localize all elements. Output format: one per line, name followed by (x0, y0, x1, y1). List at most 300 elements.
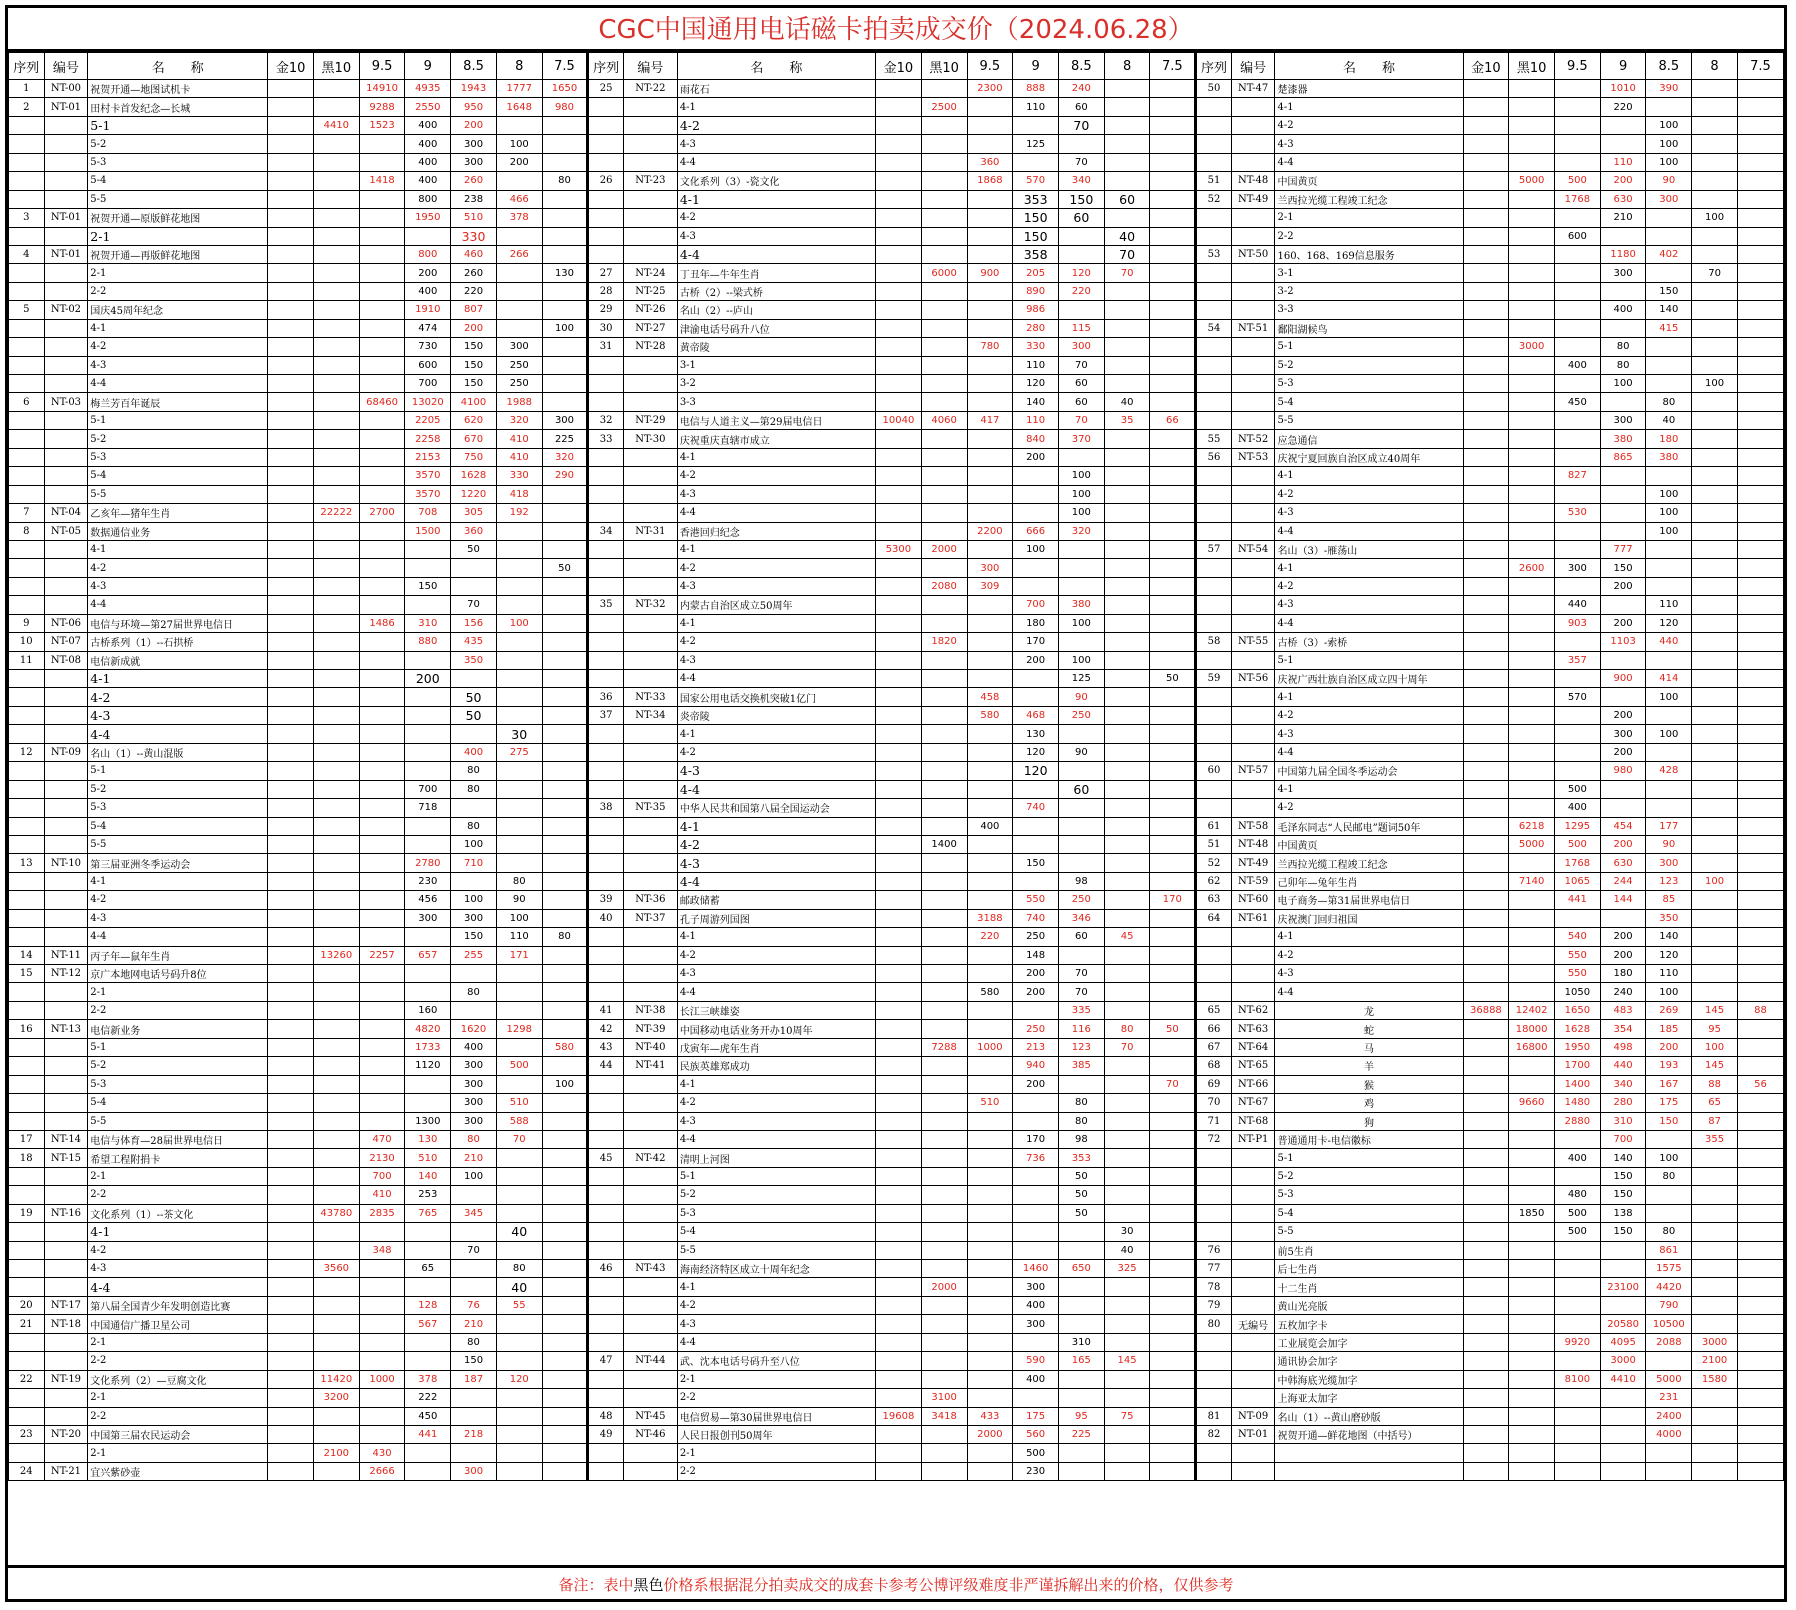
code-cell (623, 135, 677, 153)
price-cell: 1943 (451, 80, 497, 98)
price-cell (1555, 209, 1601, 227)
price-cell (542, 891, 588, 909)
price-cell (1104, 80, 1150, 98)
serial-cell (9, 725, 45, 743)
code-cell (623, 1278, 677, 1296)
price-cell (542, 762, 588, 780)
code-cell (44, 227, 88, 245)
price-cell (1150, 1038, 1196, 1056)
price-cell: 433 (967, 1407, 1013, 1425)
price-cell: 40 (496, 1223, 542, 1241)
price-cell: 890 (1013, 282, 1059, 300)
price-cell (313, 1333, 359, 1351)
code-cell: NT-45 (623, 1407, 677, 1425)
price-cell (921, 190, 967, 208)
price-cell (496, 780, 542, 798)
price-cell (876, 1389, 922, 1407)
code-cell (1231, 799, 1275, 817)
price-cell: 80 (451, 1130, 497, 1148)
price-cell: 50 (1058, 1204, 1104, 1222)
price-cell (1692, 891, 1738, 909)
price-cell (268, 688, 314, 706)
serial-cell: 36 (588, 688, 624, 706)
price-cell: 266 (496, 245, 542, 263)
price-cell: 340 (1058, 172, 1104, 190)
price-cell: 1575 (1646, 1260, 1692, 1278)
price-cell (1463, 670, 1509, 688)
serial-cell (9, 153, 45, 171)
price-cell: 1768 (1555, 854, 1601, 872)
price-cell (359, 411, 405, 429)
price-cell (313, 467, 359, 485)
price-cell (1737, 688, 1783, 706)
price-cell (1058, 725, 1104, 743)
price-cell (313, 1296, 359, 1314)
price-cell (1150, 762, 1196, 780)
price-cell (876, 965, 922, 983)
price-cell (1104, 596, 1150, 614)
serial-cell: 27 (588, 264, 624, 282)
price-cell (1509, 854, 1555, 872)
code-cell (1231, 301, 1275, 319)
serial-cell: 58 (1196, 633, 1232, 651)
serial-cell (588, 116, 624, 134)
price-cell (1463, 522, 1509, 540)
serial-cell (1196, 1167, 1232, 1185)
serial-cell (588, 98, 624, 116)
price-cell: 300 (451, 1057, 497, 1075)
price-cell (1509, 98, 1555, 116)
price-cell (876, 651, 922, 669)
price-cell: 9660 (1509, 1094, 1555, 1112)
price-cell (313, 227, 359, 245)
price-cell (1104, 319, 1150, 337)
price-cell (876, 172, 922, 190)
code-cell (1231, 153, 1275, 171)
price-cell: 150 (451, 356, 497, 374)
serial-cell (1196, 522, 1232, 540)
price-cell (1463, 411, 1509, 429)
code-cell (623, 1333, 677, 1351)
price-cell (1555, 430, 1601, 448)
code-cell: NT-31 (623, 522, 677, 540)
card-name-cell: 数据通信业务 (88, 522, 268, 540)
price-cell: 40 (496, 1278, 542, 1296)
serial-cell (1196, 1333, 1232, 1351)
table-row (9, 116, 1784, 134)
code-cell (44, 1444, 88, 1462)
price-cell (967, 135, 1013, 153)
price-cell (876, 1038, 922, 1056)
price-cell: 170 (1150, 891, 1196, 909)
price-cell: 300 (451, 153, 497, 171)
price-cell (876, 1370, 922, 1388)
price-cell (1509, 1186, 1555, 1204)
serial-cell (588, 872, 624, 890)
price-cell (1104, 633, 1150, 651)
price-cell (1692, 614, 1738, 632)
price-cell (1646, 1204, 1692, 1222)
price-cell: 460 (451, 245, 497, 263)
price-cell (1692, 799, 1738, 817)
price-cell: 150 (1646, 1112, 1692, 1130)
price-cell (268, 1204, 314, 1222)
serial-cell (9, 1389, 45, 1407)
price-cell (268, 614, 314, 632)
price-cell (921, 983, 967, 1001)
price-cell: 765 (405, 1204, 451, 1222)
price-cell (451, 1223, 497, 1241)
price-cell (359, 1112, 405, 1130)
price-cell (876, 467, 922, 485)
price-cell (1463, 909, 1509, 927)
serial-cell: 13 (9, 854, 45, 872)
price-cell (1104, 688, 1150, 706)
price-cell: 90 (1058, 743, 1104, 761)
price-cell (1058, 1241, 1104, 1259)
code-cell: NT-47 (1231, 80, 1275, 98)
serial-cell (9, 1444, 45, 1462)
card-name-cell: 5-4 (677, 1223, 875, 1241)
price-cell (1463, 577, 1509, 595)
price-cell: 440 (1555, 596, 1601, 614)
code-cell (44, 338, 88, 356)
price-cell (967, 1186, 1013, 1204)
price-cell (1463, 1204, 1509, 1222)
price-cell: 300 (542, 411, 588, 429)
price-cell: 193 (1646, 1057, 1692, 1075)
price-cell (1692, 835, 1738, 853)
card-name-cell: 4-4 (88, 1278, 268, 1296)
price-cell (921, 448, 967, 466)
price-cell (1150, 1425, 1196, 1443)
price-cell (1013, 1389, 1059, 1407)
card-name-cell: 4-3 (88, 356, 268, 374)
price-cell: 560 (1013, 1425, 1059, 1443)
price-cell (921, 338, 967, 356)
price-cell: 30 (496, 725, 542, 743)
serial-cell: 64 (1196, 909, 1232, 927)
card-name-cell: 兰西拉光缆工程竣工纪念 (1275, 190, 1463, 208)
code-cell (44, 411, 88, 429)
serial-cell: 17 (9, 1130, 45, 1148)
price-cell (268, 965, 314, 983)
price-cell (876, 1130, 922, 1148)
price-cell (1463, 504, 1509, 522)
price-cell (1737, 706, 1783, 724)
serial-cell (9, 172, 45, 190)
price-cell: 100 (1058, 467, 1104, 485)
price-cell: 300 (405, 909, 451, 927)
price-cell (1463, 1444, 1509, 1462)
serial-cell (1196, 983, 1232, 1001)
price-cell: 200 (405, 264, 451, 282)
code-cell (623, 946, 677, 964)
serial-cell: 52 (1196, 190, 1232, 208)
code-cell: NT-04 (44, 504, 88, 522)
code-cell: NT-22 (623, 80, 677, 98)
price-cell (1463, 1333, 1509, 1351)
table-row (9, 522, 1784, 540)
price-cell (359, 522, 405, 540)
price-cell: 300 (451, 1112, 497, 1130)
price-cell: 1180 (1600, 245, 1646, 263)
price-cell: 100 (1646, 504, 1692, 522)
table-row (9, 80, 1784, 98)
price-cell (876, 430, 922, 448)
card-name-cell: 4-2 (1275, 116, 1463, 134)
table-row (9, 1204, 1784, 1222)
column-header: 8.5 (1646, 53, 1692, 80)
price-cell: 250 (496, 356, 542, 374)
card-name-cell: 后七生肖 (1275, 1260, 1463, 1278)
price-cell (1104, 467, 1150, 485)
price-cell: 480 (1555, 1186, 1601, 1204)
price-cell (921, 965, 967, 983)
price-cell: 2257 (359, 946, 405, 964)
price-cell (542, 135, 588, 153)
price-cell (268, 1444, 314, 1462)
serial-cell (588, 1223, 624, 1241)
price-cell (1463, 965, 1509, 983)
price-cell (1692, 1223, 1738, 1241)
card-name-cell: 5-5 (88, 835, 268, 853)
price-cell (313, 1057, 359, 1075)
price-cell: 700 (405, 780, 451, 798)
table-row (9, 743, 1784, 761)
price-cell: 75 (1104, 1407, 1150, 1425)
price-cell (967, 1444, 1013, 1462)
serial-cell (9, 1260, 45, 1278)
header-row (9, 53, 1784, 80)
price-cell: 903 (1555, 614, 1601, 632)
price-cell: 300 (1646, 854, 1692, 872)
price-cell: 138 (1600, 1204, 1646, 1222)
card-name-cell: 3-1 (677, 356, 875, 374)
price-cell (542, 1260, 588, 1278)
price-cell: 3188 (967, 909, 1013, 927)
serial-cell (588, 1112, 624, 1130)
code-cell (44, 319, 88, 337)
price-cell (359, 928, 405, 946)
card-name-cell: 4-3 (677, 135, 875, 153)
price-cell (268, 762, 314, 780)
price-cell (1555, 116, 1601, 134)
price-cell (921, 1333, 967, 1351)
code-cell (1231, 965, 1275, 983)
price-cell (1646, 577, 1692, 595)
price-cell: 700 (359, 1167, 405, 1185)
price-cell (1555, 1352, 1601, 1370)
price-cell (405, 227, 451, 245)
code-cell: NT-26 (623, 301, 677, 319)
serial-cell: 66 (1196, 1020, 1232, 1038)
code-cell: NT-40 (623, 1038, 677, 1056)
price-cell: 309 (967, 577, 1013, 595)
price-cell: 80 (1058, 1094, 1104, 1112)
serial-cell: 20 (9, 1296, 45, 1314)
price-cell: 600 (405, 356, 451, 374)
price-cell (1555, 1278, 1601, 1296)
code-cell (623, 1296, 677, 1314)
price-cell (1058, 1444, 1104, 1462)
price-cell (268, 891, 314, 909)
price-cell: 115 (1058, 319, 1104, 337)
price-cell (1150, 98, 1196, 116)
serial-cell (588, 743, 624, 761)
price-cell (1600, 1425, 1646, 1443)
price-cell (876, 762, 922, 780)
price-cell (876, 1186, 922, 1204)
serial-cell (9, 1278, 45, 1296)
serial-cell (9, 227, 45, 245)
price-cell (1692, 356, 1738, 374)
price-cell (359, 872, 405, 890)
price-cell (1150, 1057, 1196, 1075)
price-cell: 200 (1600, 928, 1646, 946)
table-row (9, 1315, 1784, 1333)
card-name-cell: 4-2 (88, 688, 268, 706)
price-cell (1509, 411, 1555, 429)
price-cell: 2000 (921, 540, 967, 558)
price-cell (876, 1149, 922, 1167)
price-cell: 18000 (1509, 1020, 1555, 1038)
price-cell (1058, 835, 1104, 853)
price-cell: 417 (967, 411, 1013, 429)
card-name-cell: 电信新业务 (88, 1020, 268, 1038)
price-cell (1509, 1370, 1555, 1388)
price-cell (268, 172, 314, 190)
price-cell (542, 1278, 588, 1296)
serial-cell: 81 (1196, 1407, 1232, 1425)
price-cell (268, 135, 314, 153)
card-name-cell: 4-2 (677, 835, 875, 853)
price-cell (268, 596, 314, 614)
price-cell: 68460 (359, 393, 405, 411)
price-cell: 510 (496, 1094, 542, 1112)
price-cell (268, 338, 314, 356)
serial-cell (9, 338, 45, 356)
price-cell: 1523 (359, 116, 405, 134)
price-cell (1058, 448, 1104, 466)
price-cell (1737, 596, 1783, 614)
code-cell: NT-01 (1231, 1425, 1275, 1443)
price-cell (1692, 282, 1738, 300)
price-cell (876, 670, 922, 688)
price-cell (1013, 1204, 1059, 1222)
code-cell (44, 928, 88, 946)
price-cell (1555, 245, 1601, 263)
price-cell (1600, 1296, 1646, 1314)
price-cell (876, 1001, 922, 1019)
column-header: 8 (1104, 53, 1150, 80)
serial-cell: 67 (1196, 1038, 1232, 1056)
price-cell: 95 (1058, 1407, 1104, 1425)
price-cell (359, 891, 405, 909)
price-cell: 253 (405, 1186, 451, 1204)
price-cell (359, 835, 405, 853)
serial-cell (9, 1186, 45, 1204)
price-cell (359, 706, 405, 724)
price-cell (921, 172, 967, 190)
price-cell: 657 (405, 946, 451, 964)
price-cell: 1628 (1555, 1020, 1601, 1038)
price-cell: 500 (496, 1057, 542, 1075)
price-cell (1692, 909, 1738, 927)
price-cell: 116 (1058, 1020, 1104, 1038)
card-name-cell: 4-2 (88, 891, 268, 909)
serial-cell: 19 (9, 1204, 45, 1222)
price-cell (1104, 1204, 1150, 1222)
price-cell (921, 1075, 967, 1093)
price-cell: 130 (542, 264, 588, 282)
serial-cell (9, 596, 45, 614)
price-cell: 120 (496, 1370, 542, 1388)
price-cell: 400 (405, 153, 451, 171)
price-cell (967, 1204, 1013, 1222)
price-cell: 100 (1646, 135, 1692, 153)
code-cell: NT-25 (623, 282, 677, 300)
column-header: 编号 (44, 53, 88, 80)
card-name-cell: 毛泽东同志“人民邮电”题词50年 (1275, 817, 1463, 835)
price-cell: 2130 (359, 1149, 405, 1167)
price-cell (921, 1186, 967, 1204)
price-cell (921, 1020, 967, 1038)
price-cell (1600, 116, 1646, 134)
price-cell (1150, 1462, 1196, 1480)
card-name-cell: 工业展览会加字 (1275, 1333, 1463, 1351)
price-cell (496, 799, 542, 817)
card-name-cell: 中国黄页 (1275, 835, 1463, 853)
price-cell (1737, 282, 1783, 300)
card-name-cell: 4-4 (1275, 983, 1463, 1001)
price-cell (1600, 504, 1646, 522)
code-cell: NT-00 (44, 80, 88, 98)
price-cell: 225 (1058, 1425, 1104, 1443)
card-name-cell: 第三届亚洲冬季运动会 (88, 854, 268, 872)
price-cell: 2600 (1509, 559, 1555, 577)
price-cell (313, 928, 359, 946)
price-cell (542, 153, 588, 171)
price-cell (1150, 264, 1196, 282)
card-name-cell: 希望工程附捐卡 (88, 1149, 268, 1167)
price-cell (268, 375, 314, 393)
price-cell: 330 (496, 467, 542, 485)
price-cell (1737, 135, 1783, 153)
price-cell (542, 1296, 588, 1314)
price-cell (313, 209, 359, 227)
price-cell (268, 706, 314, 724)
price-cell: 110 (1013, 98, 1059, 116)
card-name-cell: 5-2 (88, 780, 268, 798)
price-cell (1737, 633, 1783, 651)
price-cell (1463, 872, 1509, 890)
price-cell (1692, 854, 1738, 872)
price-cell (268, 430, 314, 448)
price-cell (876, 1425, 922, 1443)
card-name-cell: 4-2 (677, 1296, 875, 1314)
price-cell (921, 946, 967, 964)
price-cell: 210 (1600, 209, 1646, 227)
code-cell: NT-66 (1231, 1075, 1275, 1093)
price-cell (1692, 1278, 1738, 1296)
price-cell (313, 633, 359, 651)
price-cell: 10040 (876, 411, 922, 429)
price-cell (313, 835, 359, 853)
price-cell: 1400 (1555, 1075, 1601, 1093)
price-cell (1737, 153, 1783, 171)
price-cell (1463, 725, 1509, 743)
